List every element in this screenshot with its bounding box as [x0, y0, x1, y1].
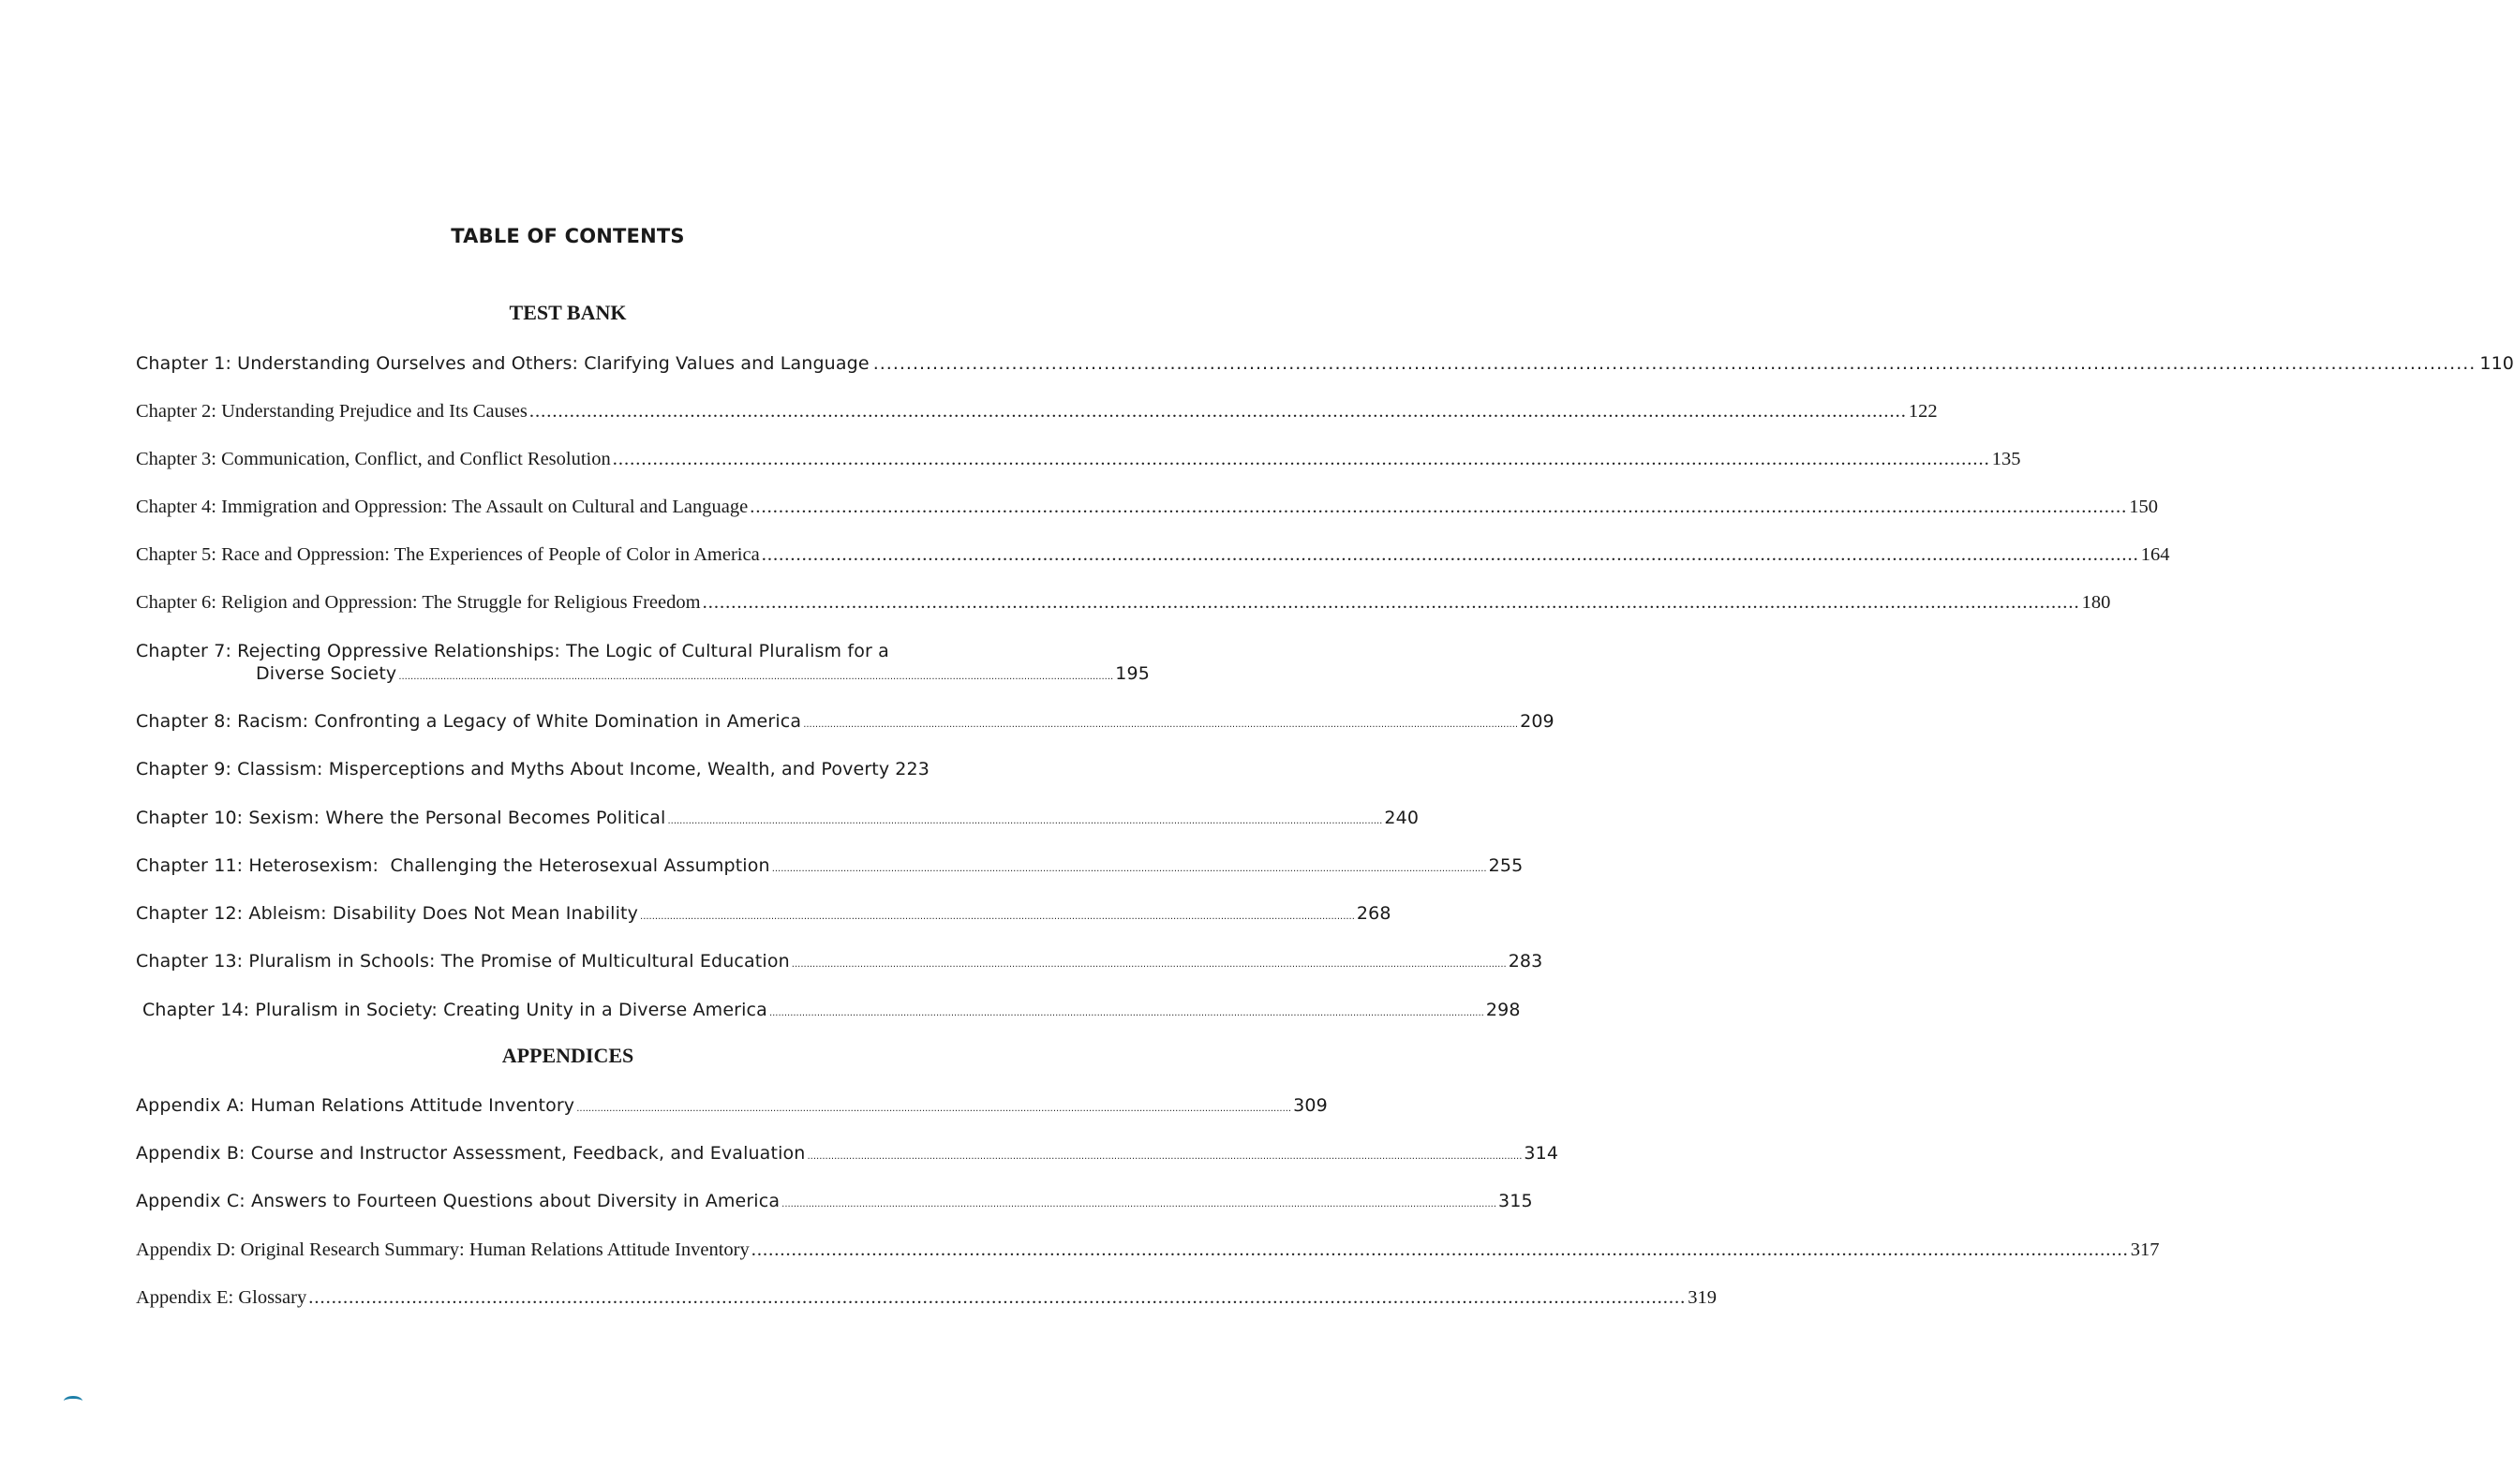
toc-entry-chapter-13[interactable]	[136, 950, 1543, 976]
toc-entry-title: Chapter 14: Pluralism in Society: Creating Unity in a Diverse America	[142, 1000, 767, 1020]
section-heading-test-bank: TEST BANK	[509, 301, 627, 324]
dot-leader	[398, 666, 1113, 689]
toc-entry-chapter-2[interactable]	[136, 400, 1938, 423]
toc-entry-chapter-3[interactable]	[136, 448, 2021, 470]
toc-entry-title: Chapter 5: Race and Oppression: The Experiences of People of Color in America	[136, 544, 760, 565]
dot-leader	[576, 1098, 1291, 1120]
toc-entry-page: 319	[1688, 1287, 1717, 1308]
toc-entry-page: 110	[2479, 353, 2514, 374]
toc-entry-title: Chapter 6: Religion and Oppression: The Struggle for Religious Freedom	[136, 592, 701, 613]
toc-entry-chapter-4[interactable]	[136, 496, 2158, 518]
toc-entry-title: Chapter 8: Racism: Confronting a Legacy of White Domination in America	[136, 711, 802, 732]
toc-entry-chapter-8[interactable]	[136, 710, 1555, 736]
dot-leader	[667, 810, 1382, 833]
toc-entry-appendix-d[interactable]	[136, 1239, 2160, 1261]
toc-entry-title: Appendix B: Course and Instructor Assessment, Feedback, and Evaluation	[136, 1143, 806, 1164]
toc-entry-page: 180	[2081, 592, 2111, 613]
page-title: TABLE OF CONTENTS	[451, 225, 685, 247]
toc-entry-title: Chapter 9: Classism: Misperceptions and Myths About Income, Wealth, and Poverty	[136, 759, 890, 779]
dot-leader	[613, 448, 1990, 470]
toc-entry-page: 150	[2129, 497, 2158, 517]
dot-leader	[308, 1286, 1686, 1309]
toc-entry-title: Chapter 2: Understanding Prejudice and Its Causes	[136, 401, 528, 422]
toc-entry-page: 283	[1508, 951, 1543, 972]
dot-leader	[781, 1194, 1496, 1216]
toc-entry-appendix-e[interactable]	[136, 1286, 1717, 1309]
toc-entry-page: 195	[1115, 663, 1150, 684]
toc-entry-title-continued: Diverse Society	[256, 663, 397, 684]
toc-entry-page: 268	[1356, 903, 1391, 924]
toc-entry-title: Chapter 11: Heterosexism: Challenging the Heterosexual Assumption	[136, 855, 770, 876]
toc-entry-title: Appendix D: Original Research Summary: Human Relations Attitude Inventory	[136, 1239, 750, 1260]
dot-leader: ..... ...	[873, 352, 2477, 375]
toc-entry-appendix-c[interactable]	[136, 1190, 1533, 1216]
toc-entry-title: Chapter 3: Communication, Conflict, and Conflict Resolution	[136, 449, 611, 469]
toc-entry-chapter-10[interactable]	[136, 807, 1420, 833]
toc-entry-chapter-11[interactable]	[136, 854, 1524, 881]
dot-leader	[750, 496, 2127, 518]
toc-entry-title: Chapter 10: Sexism: Where the Personal Becomes Political	[136, 808, 666, 828]
toc-entry-page: 209	[1520, 711, 1555, 732]
toc-entry-chapter-7[interactable]	[136, 640, 1150, 689]
dot-leader	[792, 954, 1507, 976]
toc-entry-page: 223	[895, 759, 930, 779]
toc-entry-title: Chapter 12: Ableism: Disability Does Not Mean Inability	[136, 903, 639, 924]
section-heading-appendices: APPENDICES	[501, 1044, 634, 1067]
toc-entry-chapter-6[interactable]	[136, 591, 2111, 614]
corner-mark-icon	[64, 1396, 82, 1406]
dot-leader	[529, 400, 1907, 423]
dot-leader	[803, 714, 1518, 736]
toc-entry-appendix-b[interactable]	[136, 1142, 1559, 1168]
toc-entry-title: Chapter 1: Understanding Ourselves and Others: Clarifying Values and Language	[136, 353, 870, 374]
toc-entry-title: Appendix A: Human Relations Attitude Inventory	[136, 1095, 575, 1116]
toc-entry-chapter-1[interactable]	[136, 352, 2514, 375]
toc-entry-chapter-12[interactable]	[136, 902, 1391, 928]
toc-entry-title: Chapter 13: Pluralism in Schools: The Promise of Multicultural Education	[136, 951, 790, 972]
toc-entry-page: 314	[1524, 1143, 1559, 1164]
dot-leader	[751, 1239, 2129, 1261]
toc-entry-page: 298	[1485, 1000, 1521, 1020]
toc-entry-title: Chapter 7: Rejecting Oppressive Relationships: The Logic of Cultural Pluralism for a	[136, 641, 889, 661]
toc-entry-page: 317	[2130, 1239, 2160, 1260]
toc-entry-page: 255	[1488, 855, 1524, 876]
toc-entry-chapter-5[interactable]	[136, 543, 2170, 566]
toc-entry-page: 164	[2140, 544, 2170, 565]
dot-leader	[640, 906, 1355, 928]
toc-entry-page: 309	[1293, 1095, 1328, 1116]
toc-entry-title: Chapter 4: Immigration and Oppression: The Assault on Cultural and Language	[136, 497, 749, 517]
toc-entry-chapter-9[interactable]	[136, 758, 1013, 780]
toc-entry-title: Appendix E: Glossary	[136, 1287, 307, 1308]
dot-leader	[769, 1002, 1484, 1025]
dot-leader	[762, 543, 2139, 566]
toc-entry-title: Appendix C: Answers to Fourteen Questions about Diversity in America	[136, 1191, 781, 1211]
dot-leader	[772, 858, 1487, 881]
toc-entry-chapter-14[interactable]	[142, 999, 1521, 1025]
toc-entry-appendix-a[interactable]	[136, 1094, 1328, 1120]
dot-leader	[807, 1146, 1522, 1168]
toc-entry-page: 240	[1384, 808, 1420, 828]
toc-entry-page: 315	[1498, 1191, 1533, 1211]
toc-entry-page: 122	[1908, 401, 1938, 422]
toc-entry-page: 135	[1991, 449, 2021, 469]
dot-leader	[703, 591, 2080, 614]
